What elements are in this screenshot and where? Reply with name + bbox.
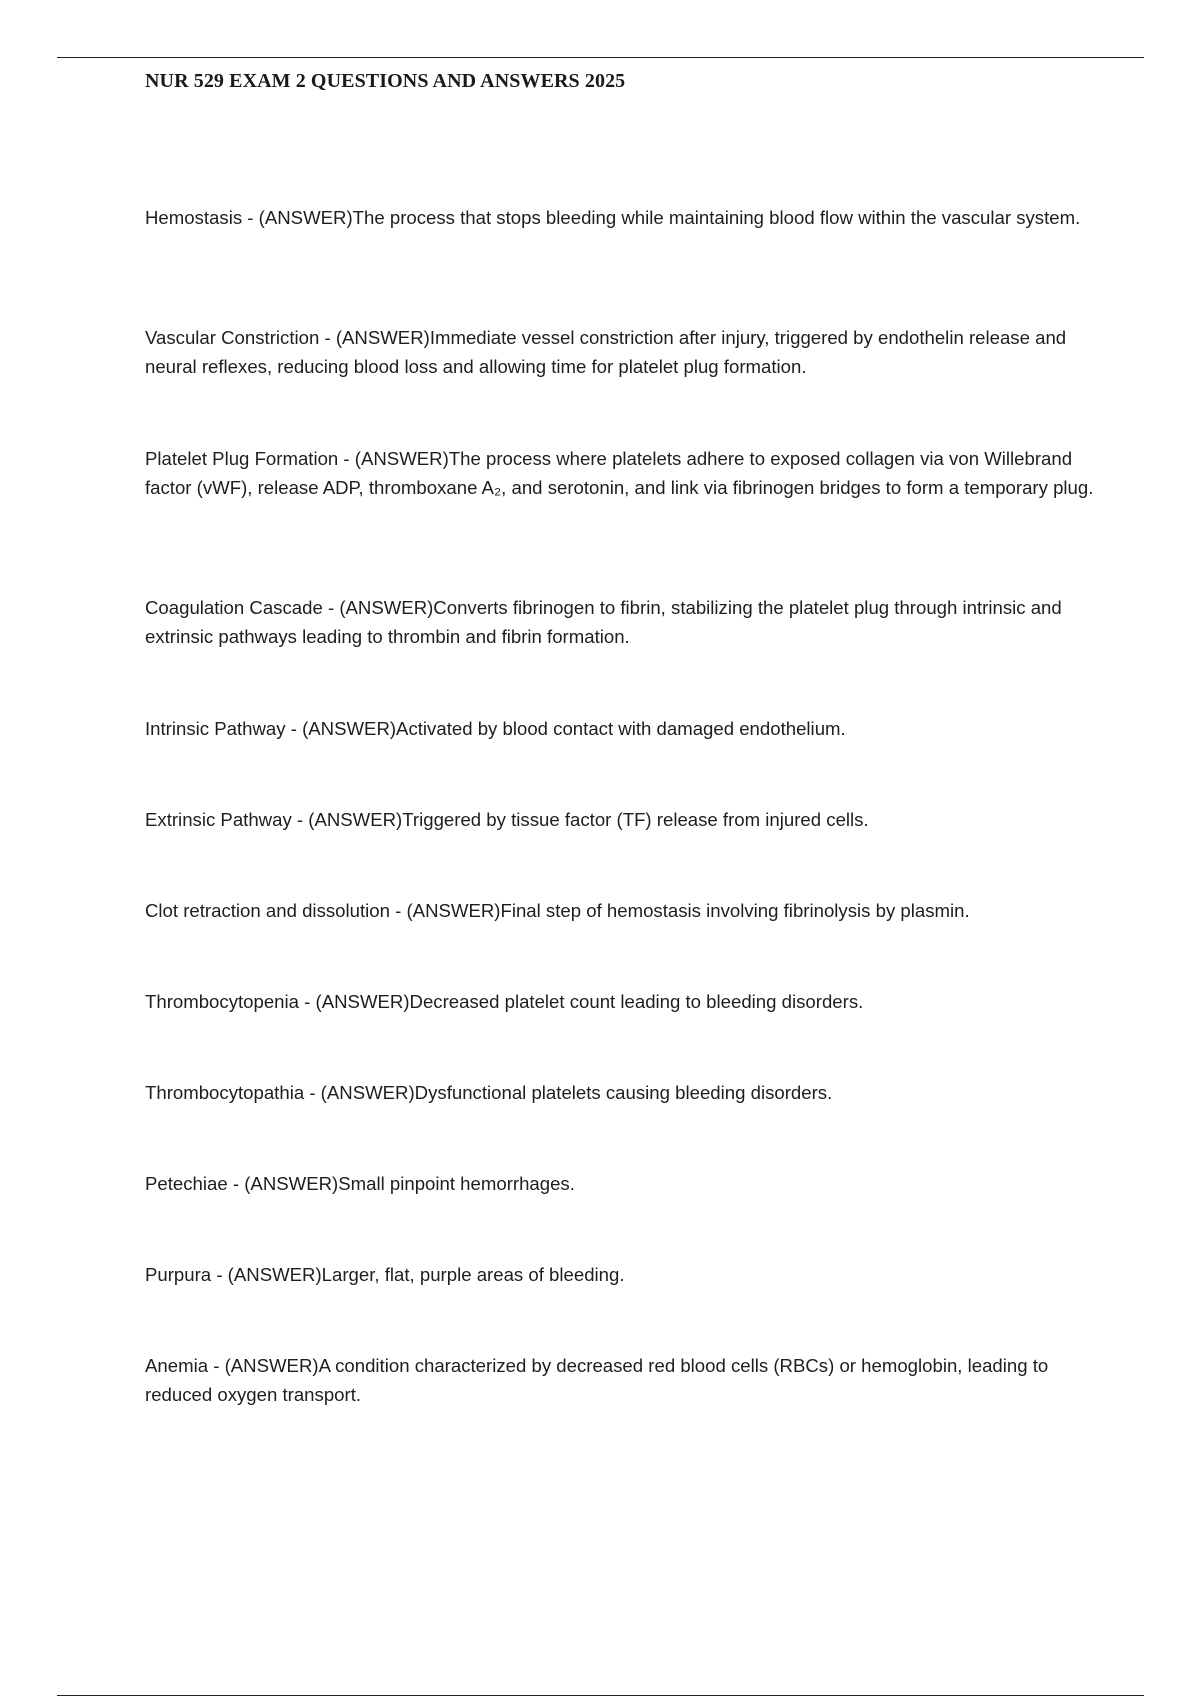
qa-item-purpura: Purpura - (ANSWER)Larger, flat, purple areas of bleeding.: [145, 1264, 625, 1285]
qa-item-thrombocytopathia: Thrombocytopathia - (ANSWER)Dysfunctional platelets causing bleeding disorders.: [145, 1082, 833, 1103]
qa-item-thrombocytopenia: Thrombocytopenia - (ANSWER)Decreased platelet count leading to bleeding disorders.: [145, 991, 864, 1012]
qa-item-anemia: Anemia - (ANSWER)A condition characterized by decreased red blood cells (RBCs) or hemoglobin, leading to reduced oxygen transport.: [145, 1355, 1049, 1405]
document-title: NUR 529 EXAM 2 QUESTIONS AND ANSWERS 2025: [145, 70, 626, 92]
qa-item-extrinsic-pathway: Extrinsic Pathway - (ANSWER)Triggered by tissue factor (TF) release from injured cells.: [145, 809, 869, 830]
qa-item-platelet-plug-formation: Platelet Plug Formation - (ANSWER)The process where platelets adhere to exposed collagen via von Willebrand factor (vWF), release ADP, thromboxane A₂, and serotonin, and link via fibrinogen bridges to form a temporary plug.: [145, 448, 1094, 498]
qa-item-coagulation-cascade: Coagulation Cascade - (ANSWER)Converts fibrinogen to fibrin, stabilizing the platelet plug through intrinsic and extrinsic pathways leading to thrombin and fibrin formation.: [145, 597, 1062, 647]
footer-rule: [57, 1695, 1144, 1696]
qa-item-hemostasis: Hemostasis - (ANSWER)The process that stops bleeding while maintaining blood flow within the vascular system.: [145, 207, 1081, 228]
qa-item-clot-retraction: Clot retraction and dissolution - (ANSWER)Final step of hemostasis involving fibrinolysis by plasmin.: [145, 900, 970, 921]
header-rule: [57, 57, 1144, 58]
qa-item-intrinsic-pathway: Intrinsic Pathway - (ANSWER)Activated by blood contact with damaged endothelium.: [145, 718, 846, 739]
qa-item-petechiae: Petechiae - (ANSWER)Small pinpoint hemorrhages.: [145, 1173, 575, 1194]
qa-item-vascular-constriction: Vascular Constriction - (ANSWER)Immediate vessel constriction after injury, triggered by endothelin release and neural reflexes, reducing blood loss and allowing time for platelet plug formation.: [145, 327, 1067, 377]
